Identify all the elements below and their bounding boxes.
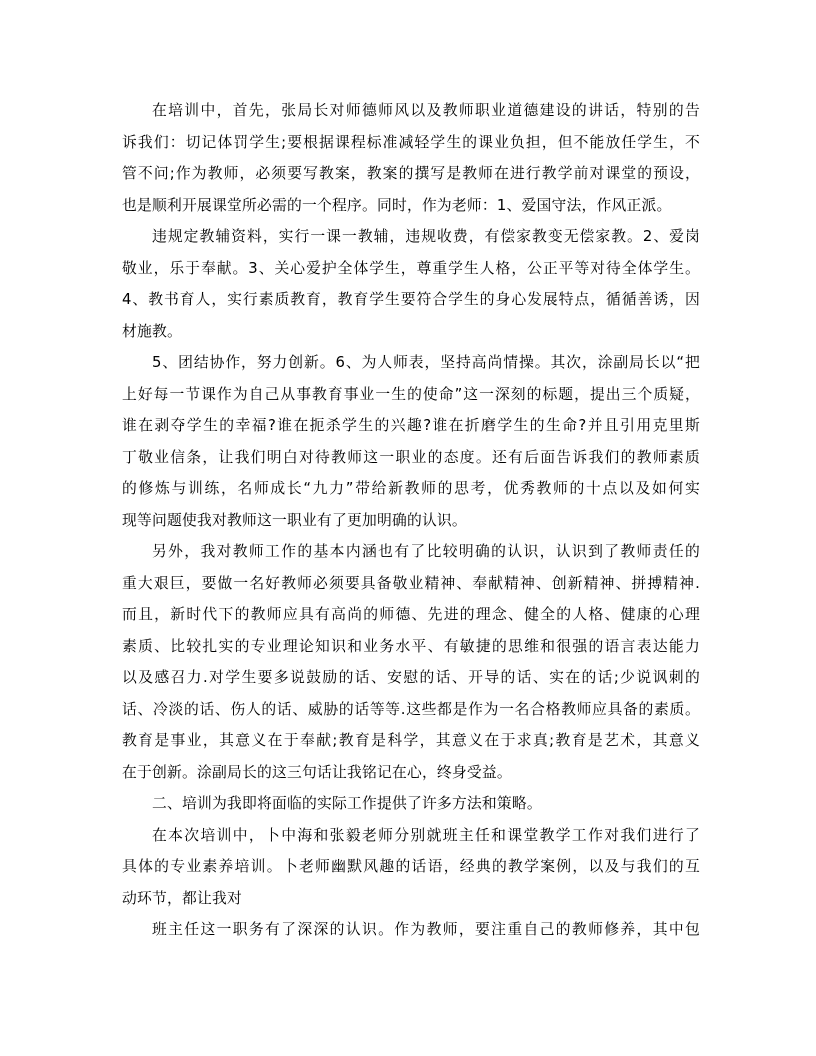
paragraph-4-line-8: 在于创新。涂副局长的这三句话让我铭记在心，终身受益。 — [122, 763, 512, 781]
section-heading-two: 二、培训为我即将面临的实际工作提供了许多方法和策略。 — [152, 795, 542, 812]
paragraph-4-line-2: 重大艰巨，要做一名好教师必须要具备敬业精神、奉献精神、创新精神、拼搏精神. — [122, 574, 700, 592]
paragraph-2-line-2: 敬业，乐于奉献。3、关心爱护全体学生，尊重学生人格，公正平等对待全体学生。 — [122, 259, 700, 277]
paragraph-7-line-1: 班主任这一职务有了深深的认识。作为教师，要注重自己的教师修养，其中包 — [152, 921, 700, 938]
paragraph-4-line-7: 教育是事业，其意义在于奉献;教育是科学，其意义在于求真;教育是艺术，其意义 — [122, 732, 700, 749]
paragraph-1-line-2: 诉我们：切记体罚学生;要根据课程标准减轻学生的课业负担，但不能放任学生，不 — [122, 133, 700, 151]
paragraph-1-line-4: 也是顺利开展课堂所必需的一个程序。同时，作为老师：1、爱国守法，作风正派。 — [122, 196, 672, 214]
paragraph-3-line-3: 谁在剥夺学生的幸福?谁在扼杀学生的兴趣?谁在折磨学生的生命?并且引用克里斯 — [122, 417, 700, 434]
paragraph-3-line-6: 现等问题使我对教师这一职业有了更加明确的认识。 — [122, 511, 467, 529]
paragraph-3-line-4: 丁敬业信条，让我们明白对待教师这一职业的态度。还有后面告诉我们的教师素质 — [122, 448, 700, 466]
document-page — [122, 95, 700, 946]
paragraph-6-line-1: 在本次培训中，卜中海和张毅老师分别就班主任和课堂教学工作对我们进行了 — [152, 826, 700, 844]
paragraph-2-line-3: 4、教书育人，实行素质教育，教育学生要符合学生的身心发展特点，循循善诱，因 — [122, 291, 700, 308]
paragraph-4-line-5: 以及感召力.对学生要多说鼓励的话、安慰的话、开导的话、实在的话;少说讽刺的 — [122, 669, 700, 686]
paragraph-1-line-1: 在培训中，首先，张局长对师德师风以及教师职业道德建设的讲话，特别的告 — [152, 102, 700, 119]
paragraph-4-line-4: 素质、比较扎实的专业理论知识和业务水平、有敏捷的思维和很强的语言表达能力 — [122, 637, 700, 655]
paragraph-2-line-4: 材施教。 — [122, 322, 182, 340]
paragraph-3-line-2: 上好每一节课作为自己从事教育事业一生的使命”这一深刻的标题，提出三个质疑， — [122, 385, 700, 403]
paragraph-6-line-3: 动环节，都让我对 — [122, 889, 242, 907]
paragraph-2-line-1: 违规定教辅资料，实行一课一教辅，违规收费，有偿家教变无偿家教。2、爱岗 — [152, 228, 700, 245]
paragraph-4-line-1: 另外，我对教师工作的基本内涵也有了比较明确的认识，认识到了教师责任的 — [152, 543, 700, 560]
paragraph-1-line-3: 管不问;作为教师，必须要写教案，教案的撰写是教师在进行教学前对课堂的预设， — [122, 165, 700, 182]
paragraph-3-line-5: 的修炼与训练，名师成长“九力”带给新教师的思考，优秀教师的十点以及如何实 — [122, 480, 700, 497]
paragraph-4-line-6: 话、冷淡的话、伤人的话、威胁的话等等.这些都是作为一名合格教师应具备的素质。 — [122, 700, 700, 718]
paragraph-3-line-1: 5、团结协作，努力创新。6、为人师表，坚持高尚情操。其次，涂副局长以“把 — [152, 354, 700, 371]
paragraph-4-line-3: 而且，新时代下的教师应具有高尚的师德、先进的理念、健全的人格、健康的心理 — [122, 606, 700, 623]
paragraph-6-line-2: 具体的专业素养培训。卜老师幽默风趣的话语，经典的教学案例，以及与我们的互 — [122, 858, 700, 875]
